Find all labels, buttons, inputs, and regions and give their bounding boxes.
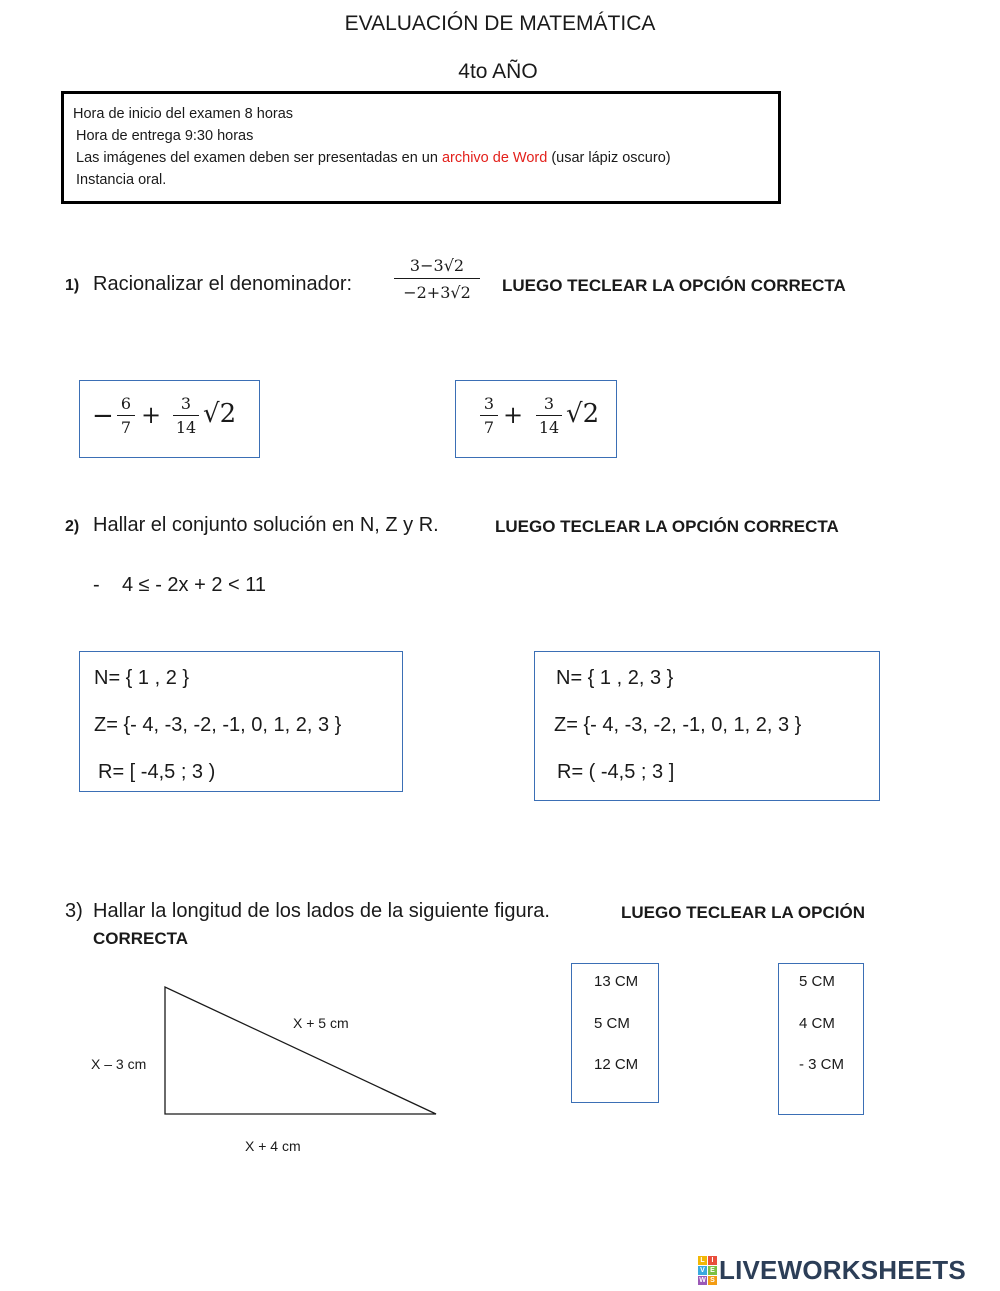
q1-optB-plus: +	[503, 401, 524, 429]
q3-text: Hallar la longitud de los lados de la siguiente figura.	[93, 900, 550, 922]
q3-optB-item-1: 5 CM	[799, 973, 835, 990]
q3-label-left: X – 3 cm	[91, 1056, 147, 1072]
q2-inequality-dash: -	[93, 574, 100, 596]
exam-title: EVALUACIÓN DE MATEMÁTICA	[344, 12, 656, 35]
liveworksheets-logo	[698, 1255, 966, 1285]
q3-instruction-line2: CORRECTA	[93, 929, 189, 948]
liveworksheets-brand-text: LIVEWORKSHEETS	[719, 1254, 966, 1285]
q3-label-hypotenuse: X + 5 cm	[293, 1015, 349, 1031]
q3-optB-item-2: 4 CM	[799, 1015, 835, 1032]
q1-optA-frac1-den: 7	[120, 418, 132, 437]
q3-triangle	[165, 987, 436, 1114]
q1-instruction: LUEGO TECLEAR LA OPCIÓN CORRECTA	[502, 276, 846, 295]
logo-letter-i: I	[708, 1256, 717, 1265]
q2-instruction: LUEGO TECLEAR LA OPCIÓN CORRECTA	[495, 517, 839, 536]
q1-fraction-numerator: 3−3√2	[409, 256, 465, 275]
q1-optA-root: √2	[203, 399, 237, 429]
q3-label-bottom: X + 4 cm	[245, 1138, 301, 1154]
start-time-text: Hora de inicio del examen 8 horas	[73, 106, 294, 122]
q1-optA-sign: −	[92, 401, 114, 431]
q2-optA-n: N= { 1 , 2 }	[94, 667, 190, 689]
images-instruction-pre: Las imágenes del examen deben ser presentadas en un	[76, 150, 442, 166]
logo-letter-v: V	[698, 1266, 707, 1275]
q1-optA-frac1-num: 6	[120, 394, 132, 413]
q1-text: Racionalizar el denominador:	[93, 273, 353, 295]
q2-optB-z: Z= {- 4, -3, -2, -1, 0, 1, 2, 3 }	[554, 714, 802, 736]
logo-letter-s: S	[708, 1276, 717, 1285]
q1-optA-frac2-num: 3	[180, 394, 192, 413]
q3-optA-item-3: 12 CM	[594, 1056, 639, 1073]
logo-letter-l: L	[698, 1256, 707, 1265]
q1-optA-plus: +	[141, 401, 162, 429]
logo-letter-e: E	[708, 1266, 717, 1275]
q3-number: 3)	[65, 900, 83, 922]
q2-number: 2)	[65, 518, 80, 535]
q1-optB-frac1-den: 7	[483, 418, 495, 437]
q3-optA-item-2: 5 CM	[594, 1015, 630, 1032]
q1-optB-root: √2	[566, 399, 600, 429]
oral-instance-text: Instancia oral.	[76, 172, 167, 188]
q3-instruction-line1: LUEGO TECLEAR LA OPCIÓN	[621, 903, 865, 922]
q1-optB-frac2-num: 3	[543, 394, 555, 413]
q2-optB-r: R= ( -4,5 ; 3 ]	[557, 761, 675, 783]
q1-optB-frac1-num: 3	[483, 394, 495, 413]
logo-letter-w: W	[699, 1276, 706, 1284]
q3-optA-item-1: 13 CM	[594, 973, 639, 990]
q3-option-a[interactable]	[571, 963, 659, 1103]
q2-optA-r: R= [ -4,5 ; 3 )	[98, 761, 216, 783]
delivery-time-text: Hora de entrega 9:30 horas	[76, 128, 254, 144]
q1-optB-frac2-den: 14	[538, 418, 560, 437]
q2-text: Hallar el conjunto solución en N, Z y R.	[93, 514, 439, 536]
q2-inequality: 4 ≤ - 2x + 2 < 11	[122, 574, 267, 596]
q1-number: 1)	[65, 277, 80, 294]
q3-option-b[interactable]	[778, 963, 864, 1115]
liveworksheets-logo-icon	[698, 1256, 717, 1285]
q3-optB-item-3: - 3 CM	[799, 1056, 844, 1073]
word-file-highlight: archivo de Word	[441, 150, 548, 166]
q2-optA-z: Z= {- 4, -3, -2, -1, 0, 1, 2, 3 }	[94, 714, 342, 736]
exam-subtitle: 4to AÑO	[458, 60, 538, 83]
q1-fraction-denominator: −2+3√2	[403, 283, 471, 302]
q2-optB-n: N= { 1 , 2, 3 }	[556, 667, 674, 689]
images-instruction-post: (usar lápiz oscuro)	[547, 150, 671, 166]
q1-optA-frac2-den: 14	[175, 418, 197, 437]
